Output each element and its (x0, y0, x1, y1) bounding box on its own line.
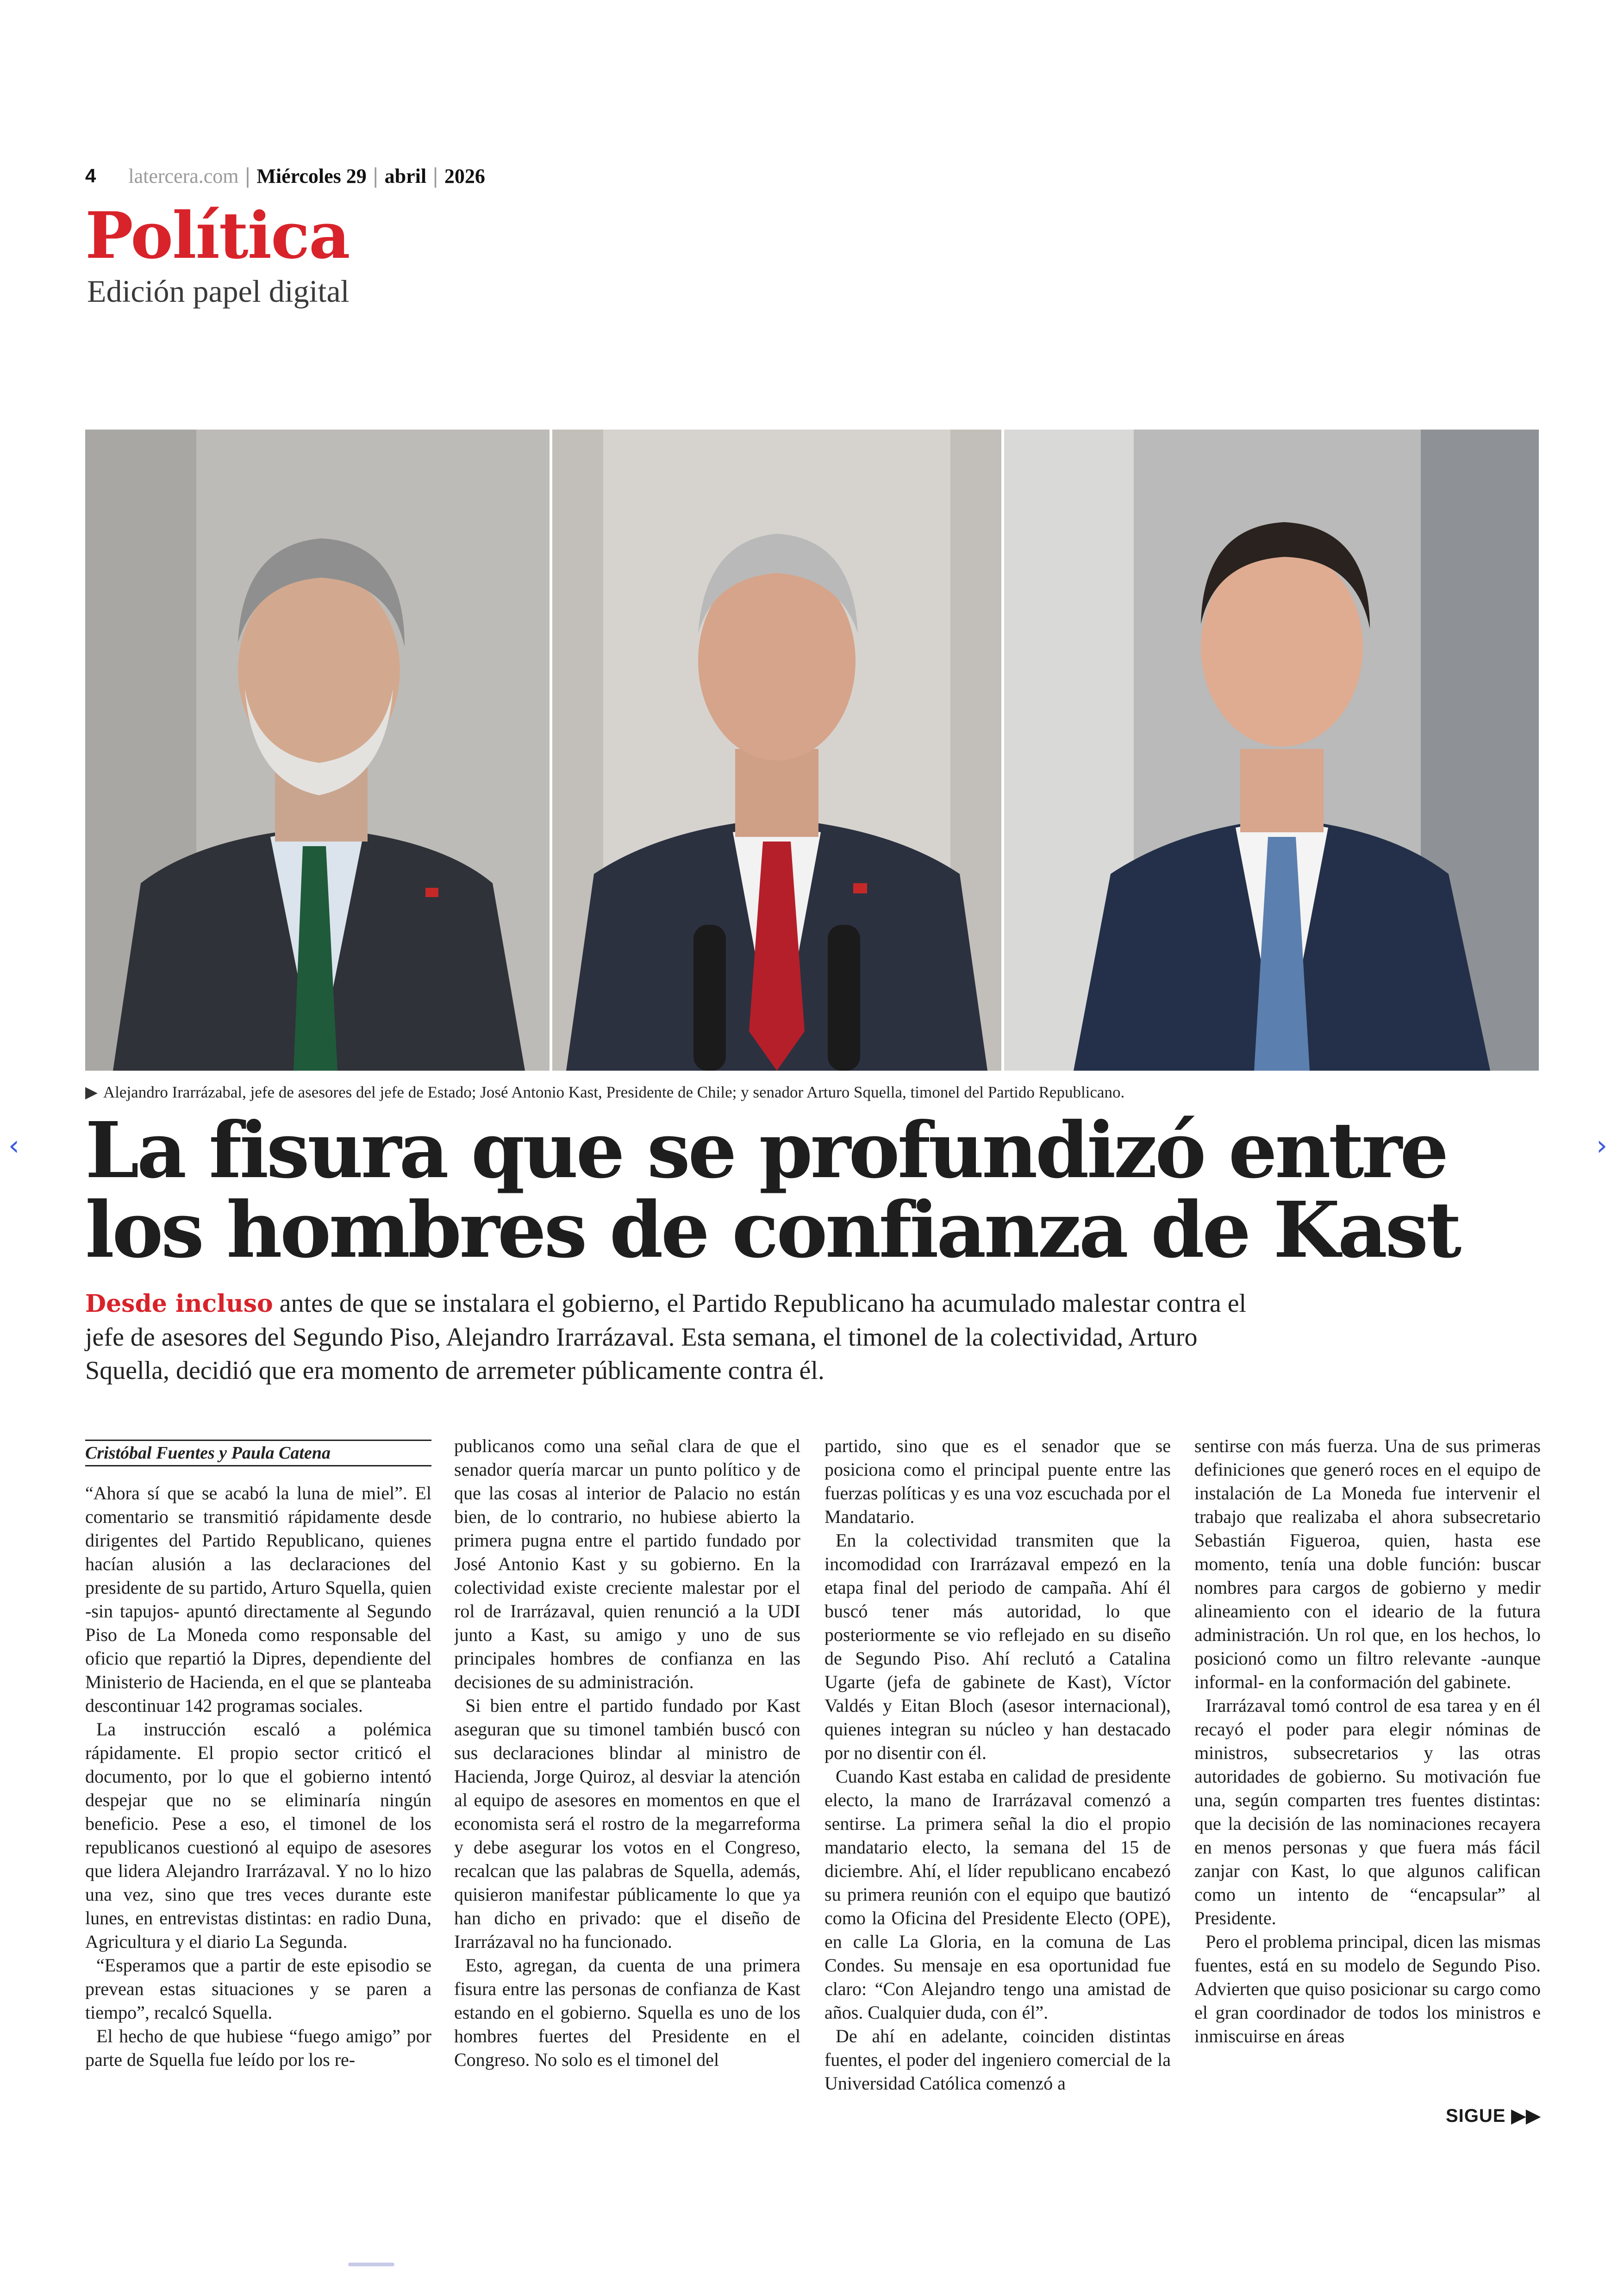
paragraph: La instrucción escaló a polémica rápidamente. El propio sector criticó el documento, por lo que el gobierno intentó despejar que no se eliminaría ningún beneficio. Pese a eso, el timonel de los republicanos cuestionó al equipo de asesores que lidera Alejandro Irarrázaval. Y no lo hizo una vez, sino que tres veces durante este lunes, en entrevistas distintas: en radio Duna, Agricultura y el diario La Segunda. (85, 1719, 431, 1952)
caption-marker-icon: ▶ (85, 1083, 98, 1101)
paragraph: En la colectividad transmiten que la incomodidad con Irarrázaval empezó en la etapa final del periodo de campaña. Ahí él buscó tener más autoridad, lo que posteriormente se vio reflejado en su diseño de Segundo Piso. Ahí reclutó a Catalina Ugarte (jefa de gabinete de Kast), Víctor Valdés y Eitan Bloch (asesor internacional), quienes integran su núcleo y han destacado por no disentir con él. (824, 1530, 1171, 1763)
date-month: abril (384, 164, 427, 187)
paragraph: Esto, agregan, da cuenta de una primera fisura entre las personas de confianza de Kast estando en el gobierno. Squella es uno de los hombres fuertes del Presidente en el Congreso. No solo es el timonel del (454, 1955, 800, 2070)
paragraph: De ahí en adelante, coinciden distintas fuentes, el poder del ingeniero comercial de la Universidad Católica comenzó a (824, 2026, 1171, 2094)
portrait-left-figure (85, 430, 550, 1071)
article-headline (85, 1105, 1539, 1275)
byline: Cristóbal Fuentes y Paula Catena (85, 1440, 431, 1466)
lead-photo (85, 430, 1539, 1071)
paragraph: “Esperamos que a partir de este episodio se prevean estas situaciones y se paren a tiempo”, recalcó Squella. (85, 1955, 431, 2023)
paragraph: sentirse con más fuerza. Una de sus primeras definiciones que generó roces en el equipo de instalación de La Moneda fue intervenir el trabajo que realizaba el ahora subsecretario Sebastián Figueroa, quien, hasta ese momento, tenía una doble función: buscar nombres para cargos de gobierno y medir alineamiento con el ideario de la futura administración. Un rol que, en los hechos, lo posicionó como un filtro relevante -aunque informal- en la conformación del gabinete. (1194, 1435, 1541, 1692)
next-page-chevron-icon[interactable]: › (1596, 1129, 1607, 1162)
separator: | (372, 164, 379, 188)
portrait-right (1004, 430, 1539, 1071)
headline-line-2: los hombres de confianza de Kast (85, 1185, 1460, 1275)
paragraph: partido, sino que es el senador que se posiciona como el principal puente entre las fuerzas políticas y es una voz escuchada por el Mandatario. (824, 1435, 1171, 1527)
photo-caption (85, 1083, 1124, 1102)
article-column-1 (85, 1481, 431, 2139)
paragraph: Si bien entre el partido fundado por Kast aseguran que su timonel también buscó con sus declaraciones blindar al ministro de Hacienda, Jorge Quiroz, al desviar la atención al equipo de asesores en momentos en que el economista será el rostro de la megarreforma y debe asegurar los votos en el Congreso, recalcan que las palabras de Squella, además, quisieron manifestar públicamente lo que ya han dicho en privado: que el diseño de Irarrázaval no ha funcionado. (454, 1695, 800, 1952)
portrait-center (552, 430, 1001, 1071)
article-column-4 (1194, 1434, 1541, 2098)
paragraph: publicanos como una señal clara de que el senador quería marcar un punto político y de que las cosas al interior de Palacio no están bien, de lo contrario, no hubiese abierto la primera pugna entre el partido fundado por José Antonio Kast y su gobierno. En la colectividad existe creciente malestar por el rol de Irarrázaval, quien renunció a la UDI junto a Kast, su amigo y uno de sus principales hombres de confianza en las decisiones de su administración. (454, 1435, 800, 1692)
prev-page-chevron-icon[interactable]: ‹ (8, 1129, 19, 1162)
deck-lead: Desde incluso (85, 1290, 273, 1318)
deck-text: antes de que se instalara el gobierno, el Partido Republicano ha acumulado malestar contra el jefe de asesores del Segundo Piso, Alejandro Irarrázaval. Esta semana, el timonel de la colectividad, Arturo Squella, decidió que era momento de arremeter públicamente contra él. (85, 1289, 1247, 1385)
article-deck (85, 1287, 1270, 1387)
edition-label: Edición papel digital (87, 274, 350, 309)
paragraph: “Ahora sí que se acabó la luna de miel”. El comentario se transmitió rápidamente desde dirigentes del Partido Republicano, quienes hacían alusión a las declaraciones del presidente de su partido, Arturo Squella, quien -sin tapujos- apuntó directamente al Segundo Piso de La Moneda como responsable del oficio que repartió la Dipres, dependiente del Ministerio de Hacienda, en el que se planteaba descontinuar 142 programas sociales. (85, 1483, 431, 1716)
portrait-right-figure (1004, 430, 1539, 1071)
date-weekday-day: Miércoles 29 (256, 164, 367, 187)
article-column-2 (454, 1434, 800, 2139)
paragraph: Pero el problema principal, dicen las mismas fuentes, está en su modelo de Segundo Piso. Advierten que quiso posicionar su cargo como el gran coordinador de todos los ministros e inmiscuirse en áreas (1194, 1931, 1541, 2046)
page-header (85, 162, 485, 190)
paragraph: El hecho de que hubiese “fuego amigo” por parte de Squella fue leído por los re- (85, 2026, 431, 2070)
paragraph: Cuando Kast estaba en calidad de presidente electo, la mano de Irarrázaval comenzó a sentirse. La primera señal la dio el propio mandatario electo, la semana del 15 de diciembre. Ahí, el líder republicano encabezó su primera reunión con el equipo que bautizó como la Oficina del Presidente Electo (OPE), en calle La Gloria, en la comuna de Las Condes. Su mensaje en esa oportunidad fue claro: “Con Alejandro tengo una amistad de años. Cualquier duda, con él”. (824, 1766, 1171, 2023)
caption-text: Alejandro Irarrázabal, jefe de asesores del jefe de Estado; José Antonio Kast, Presidente de Chile; y senador Arturo Squella, timonel del Partido Republicano. (103, 1083, 1125, 1101)
portrait-center-figure (552, 430, 1001, 1071)
section-title: Política (85, 198, 350, 273)
separator: | (244, 164, 251, 188)
page-scroll-indicator[interactable] (348, 2263, 394, 2266)
date-year: 2026 (444, 164, 485, 187)
article-column-3 (824, 1434, 1171, 2139)
headline-line-1: La fisura que se profundizó entre (85, 1105, 1447, 1196)
continue-link[interactable]: SIGUE ▶▶ (1446, 2106, 1541, 2126)
portrait-left (85, 430, 550, 1071)
separator: | (432, 164, 439, 188)
paragraph: Irarrázaval tomó control de esa tarea y en él recayó el poder para elegir nóminas de ministros, subsecretarios y las otras autoridades de gobierno. Su motivación fue una, según comparten tres fuentes distintas: que la decisión de las nominaciones recayera en menos personas y que fuera más fácil zanjar con Kast, lo que algunos califican como un intento de “encapsular” al Presidente. (1194, 1695, 1541, 1928)
site-name: latercera.com (128, 164, 239, 187)
page-number: 4 (85, 165, 96, 187)
